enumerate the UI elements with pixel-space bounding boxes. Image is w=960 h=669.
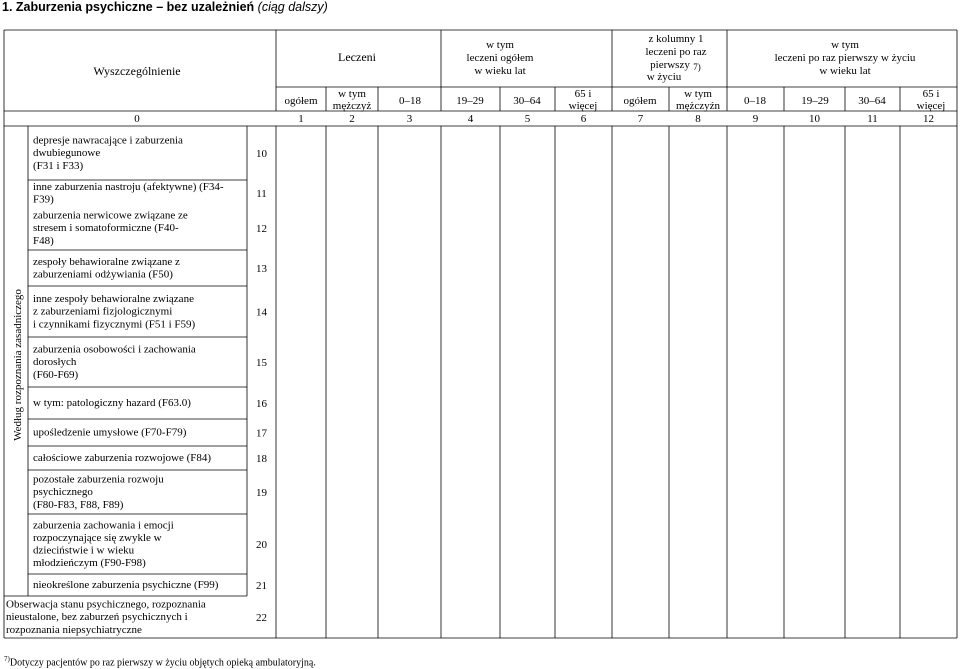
sub-wtym-left: w tym xyxy=(338,88,366,100)
row-label-line: Obserwacja stanu psychicznego, rozpoznania xyxy=(6,598,206,611)
row-label-line: całościowe zaburzenia rozwojowe (F84) xyxy=(33,452,212,465)
column-number: 10 xyxy=(809,113,820,125)
row-label-line: zaburzeniami odżywiania (F50) xyxy=(33,268,173,281)
table-row xyxy=(33,474,268,511)
sub-age-65-l1-left: 65 i xyxy=(574,88,592,100)
sub-age-19-29-left: 19–29 xyxy=(456,95,484,107)
column-numbers-row xyxy=(134,113,934,125)
column-number: 4 xyxy=(467,113,474,125)
row-label-line: zaburzenia nerwicowe związane ze xyxy=(33,209,188,222)
row-label-line: stresem i somatoformiczne (F40- xyxy=(33,222,179,235)
header-zkol-sup: 7) xyxy=(693,62,701,72)
row-label-line: (F80-F83, F88, F89) xyxy=(33,498,124,511)
column-number: 0 xyxy=(134,113,140,125)
title-main: 1. Zaburzenia psychiczne – bez uzależnień xyxy=(2,0,255,14)
table-row xyxy=(6,599,267,636)
header-zkol-line4: w życiu xyxy=(646,71,682,83)
header-zkol-line2: leczeni po raz xyxy=(645,46,707,58)
row-number: 21 xyxy=(256,580,267,592)
row-label-line: nieokreślone zaburzenia psychiczne (F99) xyxy=(33,579,219,592)
row-label-line: pozostałe zaburzenia rozwoju xyxy=(33,473,164,486)
header-wtym-line2: leczeni ogółem xyxy=(466,52,534,64)
sub-mezczyzn-right: mężczyźn xyxy=(676,100,720,112)
header-wtym-line1: w tym xyxy=(486,39,514,51)
row-number: 16 xyxy=(256,398,267,410)
table-row xyxy=(33,427,268,440)
row-label-line: młodzieńczym (F90-F98) xyxy=(33,557,146,570)
row-label-line: dorosłych xyxy=(33,356,77,369)
row-number: 10 xyxy=(256,148,267,160)
sub-age-30-64-right: 30–64 xyxy=(858,95,886,107)
title-continuation: (ciąg dalszy) xyxy=(257,0,328,14)
sub-ogolem-left: ogółem xyxy=(284,95,318,107)
row-label-line: zaburzenia zachowania i emocji xyxy=(33,519,174,532)
row-number: 12 xyxy=(256,223,267,235)
table-row xyxy=(33,293,268,330)
header-wtym-line3: w wieku lat xyxy=(474,65,526,77)
table-row xyxy=(33,210,267,247)
header-right-line1: w tym xyxy=(831,39,859,51)
row-number: 13 xyxy=(256,263,267,275)
row-label-line: F39) xyxy=(33,193,54,206)
header-zkol-line3: pierwszy xyxy=(650,59,690,71)
row-number: 22 xyxy=(256,612,267,624)
table-row xyxy=(33,135,268,172)
row-label-line: i czynnikami fizycznymi (F51 i F59) xyxy=(33,318,196,331)
table-row xyxy=(33,397,268,410)
row-label-line: upośledzenie umysłowe (F70-F79) xyxy=(33,426,187,439)
table-row xyxy=(33,519,268,569)
table-row xyxy=(33,579,267,592)
column-number: 8 xyxy=(695,113,701,125)
sub-age-65-l1-right: 65 i xyxy=(922,88,940,100)
row-number: 15 xyxy=(256,357,267,369)
row-label-line: zaburzenia osobowości i zachowania xyxy=(33,343,196,356)
column-number: 1 xyxy=(298,113,304,125)
row-label-line: z zaburzeniami fizjologicznymi xyxy=(33,305,173,318)
sub-age-0-18-right: 0–18 xyxy=(744,95,766,107)
column-number: 6 xyxy=(580,113,587,125)
table-body xyxy=(6,135,268,636)
column-number: 11 xyxy=(867,113,878,125)
header-zkol-line1: z kolumny 1 xyxy=(648,33,704,45)
row-number: 17 xyxy=(256,427,267,440)
row-label-line: dzieciństwie i w wieku xyxy=(33,544,135,557)
row-label-line: depresje nawracające i zaburzenia xyxy=(33,134,183,147)
row-label-line: (F60-F69) xyxy=(33,368,79,381)
side-label: Według rozpoznania zasadniczego xyxy=(12,289,24,441)
footnote-text: Dotyczy pacjentów po raz pierwszy w życiu objętych opieką ambulatoryjną. xyxy=(9,657,316,669)
row-label-line: dwubiegunowe xyxy=(33,147,101,160)
row-number: 18 xyxy=(256,453,267,465)
row-label-line: zespoły behawioralne związane z xyxy=(33,255,180,268)
row-number: 19 xyxy=(256,487,267,499)
column-number: 7 xyxy=(637,113,644,125)
sub-mezczyzn-left: mężczyż xyxy=(332,100,372,112)
footnote xyxy=(4,655,316,668)
row-label-line: inne zaburzenia nastroju (afektywne) (F34- xyxy=(33,180,224,193)
sub-wtym-right: w tym xyxy=(684,88,712,100)
table-row xyxy=(33,344,268,381)
row-label-line: w tym: patologiczny hazard (F63.0) xyxy=(33,397,191,410)
row-number: 11 xyxy=(256,188,267,200)
sub-age-0-18-left: 0–18 xyxy=(399,95,421,107)
table-row xyxy=(33,452,268,465)
sub-ogolem-right: ogółem xyxy=(623,95,657,107)
table-row xyxy=(33,181,267,206)
row-label-line: rozpoczynające się zwykle w xyxy=(33,531,162,544)
sub-age-65-l2-left: więcej xyxy=(568,100,598,112)
stub-header: Wyszczególnienie xyxy=(93,64,181,78)
column-number: 9 xyxy=(752,113,759,125)
column-number: 3 xyxy=(406,113,413,125)
row-number: 20 xyxy=(256,539,267,551)
row-label-line: F48) xyxy=(33,234,54,247)
column-number: 5 xyxy=(524,113,531,125)
row-label-line: nieustalone, bez zaburzeń psychicznych i xyxy=(6,611,188,624)
header-right-line3: w wieku lat xyxy=(819,65,871,77)
column-number: 2 xyxy=(349,113,355,125)
table-row xyxy=(33,256,268,281)
footnote-marker: 7) xyxy=(4,655,10,663)
row-label-line: (F31 i F33) xyxy=(33,159,84,172)
sub-age-65-l2-right: więcej xyxy=(916,100,946,112)
row-label-line: inne zespoły behawioralne związane xyxy=(33,293,194,306)
sub-age-30-64-left: 30–64 xyxy=(513,95,541,107)
row-number: 14 xyxy=(256,306,267,319)
row-label-line: psychicznego xyxy=(33,486,93,499)
column-number: 12 xyxy=(923,113,934,125)
sub-age-19-29-right: 19–29 xyxy=(801,95,829,107)
row-label-line: rozpoznania niepsychiatryczne xyxy=(6,623,142,636)
header-right-line2: leczeni po raz pierwszy w życiu xyxy=(774,52,916,64)
header-leczeni: Leczeni xyxy=(338,50,376,64)
